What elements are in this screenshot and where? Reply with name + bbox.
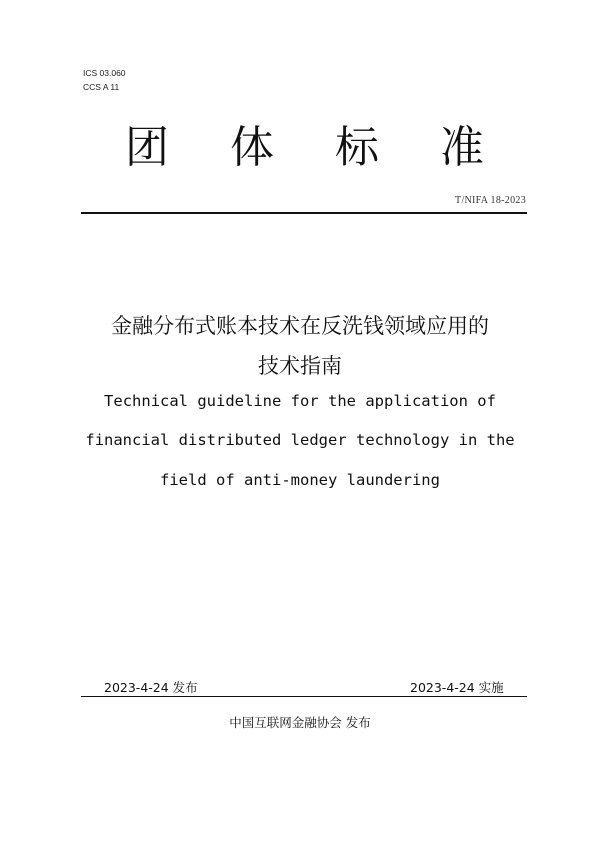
title-char: 标 [335,122,379,173]
implement-date: 2023-4-24 实施 [410,680,504,695]
publisher: 中国互联网金融协会 发布 [229,715,371,730]
title-char: 体 [230,122,274,173]
document-type-title [0,120,600,176]
ccs-code: CCS A 11 [83,82,120,92]
classification-codes [83,66,126,94]
header-divider [81,212,527,214]
english-title-line: field of anti-money laundering [160,471,440,489]
publish-date: 2023-4-24 发布 [104,680,198,695]
title-char: 准 [440,122,484,173]
standard-number: T/NIFA 18-2023 [455,195,526,206]
title-char: 团 [125,122,169,173]
chinese-title-line: 金融分布式账本技术在反洗钱领域应用的 [111,314,489,338]
english-title-line: Technical guideline for the application of [104,392,496,410]
ics-code: ICS 03.060 [83,68,126,78]
chinese-title-line: 技术指南 [258,354,342,378]
english-title-line: financial distributed ledger technology in the [85,431,515,449]
footer-divider [81,696,527,697]
